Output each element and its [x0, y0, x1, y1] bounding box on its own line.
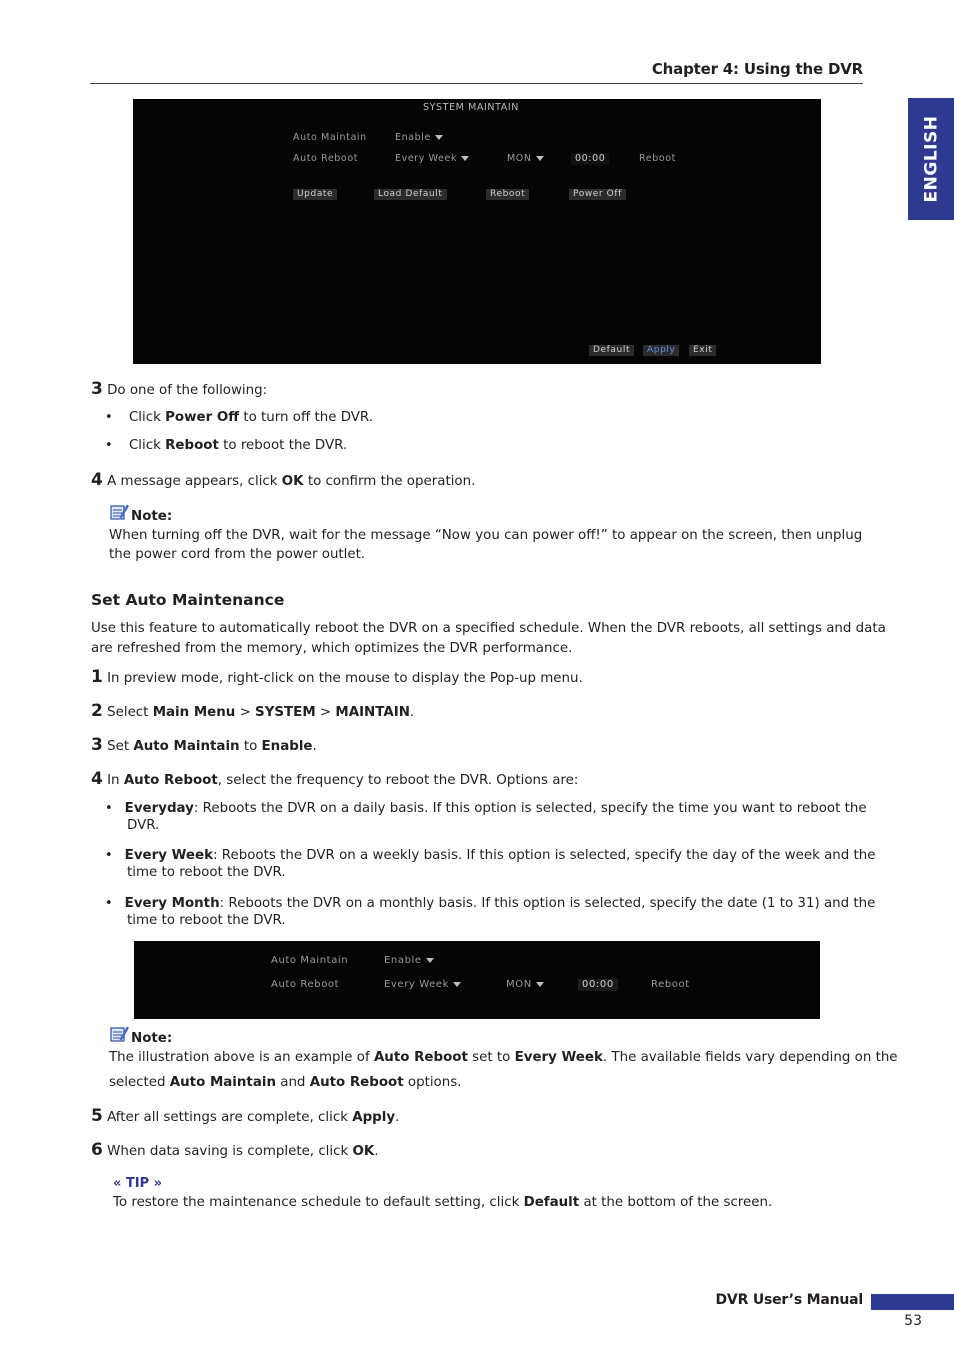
note-bold: Auto Reboot — [373, 1050, 468, 1065]
reboot-label: Reboot — [651, 979, 690, 990]
note-line — [109, 1075, 461, 1090]
step-number: 4 — [91, 769, 103, 789]
option-text: DVR. — [127, 818, 160, 833]
auto-reboot-value: Every Week — [384, 979, 449, 990]
note-text: and — [275, 1075, 310, 1090]
note-line — [109, 1050, 898, 1065]
auto-maintain-value: Enable — [395, 132, 431, 143]
chapter-title: Chapter 4: Using the DVR — [651, 60, 863, 78]
step-bold: OK — [352, 1144, 375, 1159]
option-every-month — [105, 896, 875, 928]
dropdown-arrow-icon — [536, 982, 544, 987]
step-sep: > — [315, 705, 336, 720]
section-intro: Use this feature to automatically reboot the DVR on a specified schedule. When the DVR reboots, all settings and data — [91, 621, 886, 636]
time-input[interactable]: 00:00 — [571, 153, 609, 165]
system-maintain-screen — [133, 99, 821, 364]
step-bold: Auto Maintain — [133, 739, 240, 754]
tip-label: « TIP » — [113, 1176, 163, 1191]
step-number: 1 — [91, 667, 103, 687]
step-mid: to — [239, 739, 262, 754]
auto-maintain-select[interactable] — [395, 132, 443, 143]
dropdown-arrow-icon — [435, 135, 443, 140]
header-rule — [90, 83, 863, 84]
step-4-confirm — [91, 470, 475, 490]
step-2 — [91, 701, 414, 721]
option-text: : Reboots the DVR on a daily basis. If this option is selected, specify the time you want to reboot the — [193, 801, 867, 816]
step-pre: After all settings are complete, click — [107, 1110, 353, 1125]
auto-reboot-select[interactable] — [395, 153, 469, 164]
time-input[interactable]: 00:00 — [578, 979, 618, 991]
note-icon — [109, 1025, 129, 1047]
note-text: . The available fields vary depending on the — [602, 1050, 898, 1065]
note-line: When turning off the DVR, wait for the message “Now you can power off!” to appear on the screen, then unplug — [109, 528, 863, 543]
auto-maintain-label: Auto Maintain — [293, 132, 367, 143]
step-post: . — [395, 1110, 400, 1125]
step-pre: In — [107, 773, 124, 788]
step-post: to confirm the operation. — [303, 474, 476, 489]
note-text: set to — [467, 1050, 515, 1065]
dropdown-arrow-icon — [461, 156, 469, 161]
option-bold: Every Week — [124, 848, 213, 863]
option-text: time to reboot the DVR. — [127, 913, 286, 928]
section-intro: are refreshed from the memory, which optimizes the DVR performance. — [91, 641, 573, 656]
apply-button[interactable]: Apply — [643, 345, 679, 356]
option-text: : Reboots the DVR on a weekly basis. If this option is selected, specify the day of the week and the — [213, 848, 876, 863]
page-number: 53 — [904, 1313, 922, 1329]
dropdown-arrow-icon — [426, 958, 434, 963]
tip-bold: Default — [523, 1195, 580, 1210]
auto-reboot-value: Every Week — [395, 153, 458, 164]
step-bold: Main Menu — [152, 705, 236, 720]
step-post: . — [374, 1144, 379, 1159]
step-number: 3 — [91, 379, 103, 399]
step-5 — [91, 1106, 399, 1126]
step-4 — [91, 769, 578, 789]
tip-pre: To restore the maintenance schedule to default setting, click — [113, 1195, 524, 1210]
language-tab-label: ENGLISH — [921, 115, 941, 203]
auto-maintain-value: Enable — [384, 955, 422, 966]
note-label: Note: — [131, 509, 173, 524]
step-sep: > — [235, 705, 256, 720]
update-button[interactable]: Update — [293, 189, 337, 200]
auto-reboot-label: Auto Reboot — [293, 153, 359, 164]
step-bold: Auto Reboot — [123, 773, 218, 788]
step-post: . — [409, 705, 415, 720]
bullet-dot: • — [105, 896, 113, 911]
option-every-week — [105, 848, 876, 880]
bullet-reboot — [105, 438, 347, 453]
tip-post: at the bottom of the screen. — [579, 1195, 773, 1210]
note-text: The illustration above is an example of — [109, 1050, 374, 1065]
auto-maintain-select[interactable] — [384, 955, 434, 966]
step-bold: Enable — [261, 739, 313, 754]
step-pre: When data saving is complete, click — [107, 1144, 353, 1159]
bullet-post: to turn off the DVR. — [239, 410, 374, 425]
step-bold: MAINTAIN — [335, 705, 410, 720]
footer-title: DVR User’s Manual — [715, 1292, 863, 1308]
step-bold: Apply — [352, 1110, 396, 1125]
step-number: 5 — [91, 1106, 103, 1126]
language-tab — [908, 98, 954, 220]
step-1 — [91, 667, 583, 687]
option-text: : Reboots the DVR on a monthly basis. If this option is selected, specify the date (1 to 31) and the — [219, 896, 876, 911]
step-pre: Set — [107, 739, 134, 754]
bullet-bold: Reboot — [165, 438, 219, 453]
auto-reboot-label: Auto Reboot — [271, 979, 340, 990]
day-value: MON — [506, 979, 532, 990]
note-bold: Auto Reboot — [309, 1075, 404, 1090]
reboot-label: Reboot — [639, 153, 676, 164]
auto-maintain-screen — [134, 941, 820, 1019]
step-pre: A message appears, click — [107, 474, 282, 489]
auto-maintain-label: Auto Maintain — [271, 955, 349, 966]
bullet-pre: Click — [128, 438, 166, 453]
bullet-dot: • — [105, 848, 113, 863]
step-post: . — [312, 739, 317, 754]
step-3 — [91, 735, 317, 755]
note-bold: Auto Maintain — [169, 1075, 276, 1090]
note-bold: Every Week — [514, 1050, 603, 1065]
bullet-post: to reboot the DVR. — [218, 438, 348, 453]
bullet-dot: • — [105, 410, 113, 425]
day-select[interactable] — [506, 979, 544, 990]
step-text: Do one of the following: — [107, 383, 268, 398]
step-pre: Select — [107, 705, 153, 720]
auto-reboot-select[interactable] — [384, 979, 461, 990]
option-everyday — [105, 801, 867, 833]
note-label: Note: — [131, 1031, 173, 1046]
note-line: the power cord from the power outlet. — [109, 547, 366, 562]
default-button[interactable]: Default — [589, 345, 634, 356]
bullet-power-off — [105, 410, 373, 425]
bullet-pre: Click — [128, 410, 166, 425]
note-text: selected — [109, 1075, 170, 1090]
option-bold: Everyday — [124, 801, 194, 816]
step-bold: OK — [281, 474, 304, 489]
note-text: options. — [403, 1075, 462, 1090]
exit-button[interactable]: Exit — [689, 345, 716, 356]
step-6 — [91, 1140, 379, 1160]
screen-title: SYSTEM MAINTAIN — [423, 102, 519, 113]
step-bold: SYSTEM — [255, 705, 316, 720]
step-post: , select the frequency to reboot the DVR. Options are: — [217, 773, 579, 788]
dropdown-arrow-icon — [453, 982, 461, 987]
bullet-bold: Power Off — [165, 410, 240, 425]
section-title: Set Auto Maintenance — [91, 591, 285, 609]
bullet-dot: • — [105, 801, 113, 816]
reboot-button[interactable]: Reboot — [486, 189, 529, 200]
power-off-button[interactable]: Power Off — [569, 189, 626, 200]
step-number: 6 — [91, 1140, 103, 1160]
note-icon — [109, 503, 129, 525]
step-text: In preview mode, right-click on the mouse to display the Pop-up menu. — [107, 671, 583, 686]
step-number: 4 — [91, 470, 103, 490]
dropdown-arrow-icon — [536, 156, 544, 161]
option-text: time to reboot the DVR. — [127, 865, 286, 880]
step-number: 3 — [91, 735, 103, 755]
option-bold: Every Month — [124, 896, 220, 911]
bullet-dot: • — [105, 438, 113, 453]
step-number: 2 — [91, 701, 103, 721]
day-value: MON — [507, 153, 532, 164]
day-select[interactable] — [507, 153, 544, 164]
load-default-button[interactable]: Load Default — [374, 189, 447, 200]
tip-text — [113, 1195, 772, 1210]
footer-bar — [871, 1294, 954, 1310]
step-3-power — [91, 379, 267, 399]
